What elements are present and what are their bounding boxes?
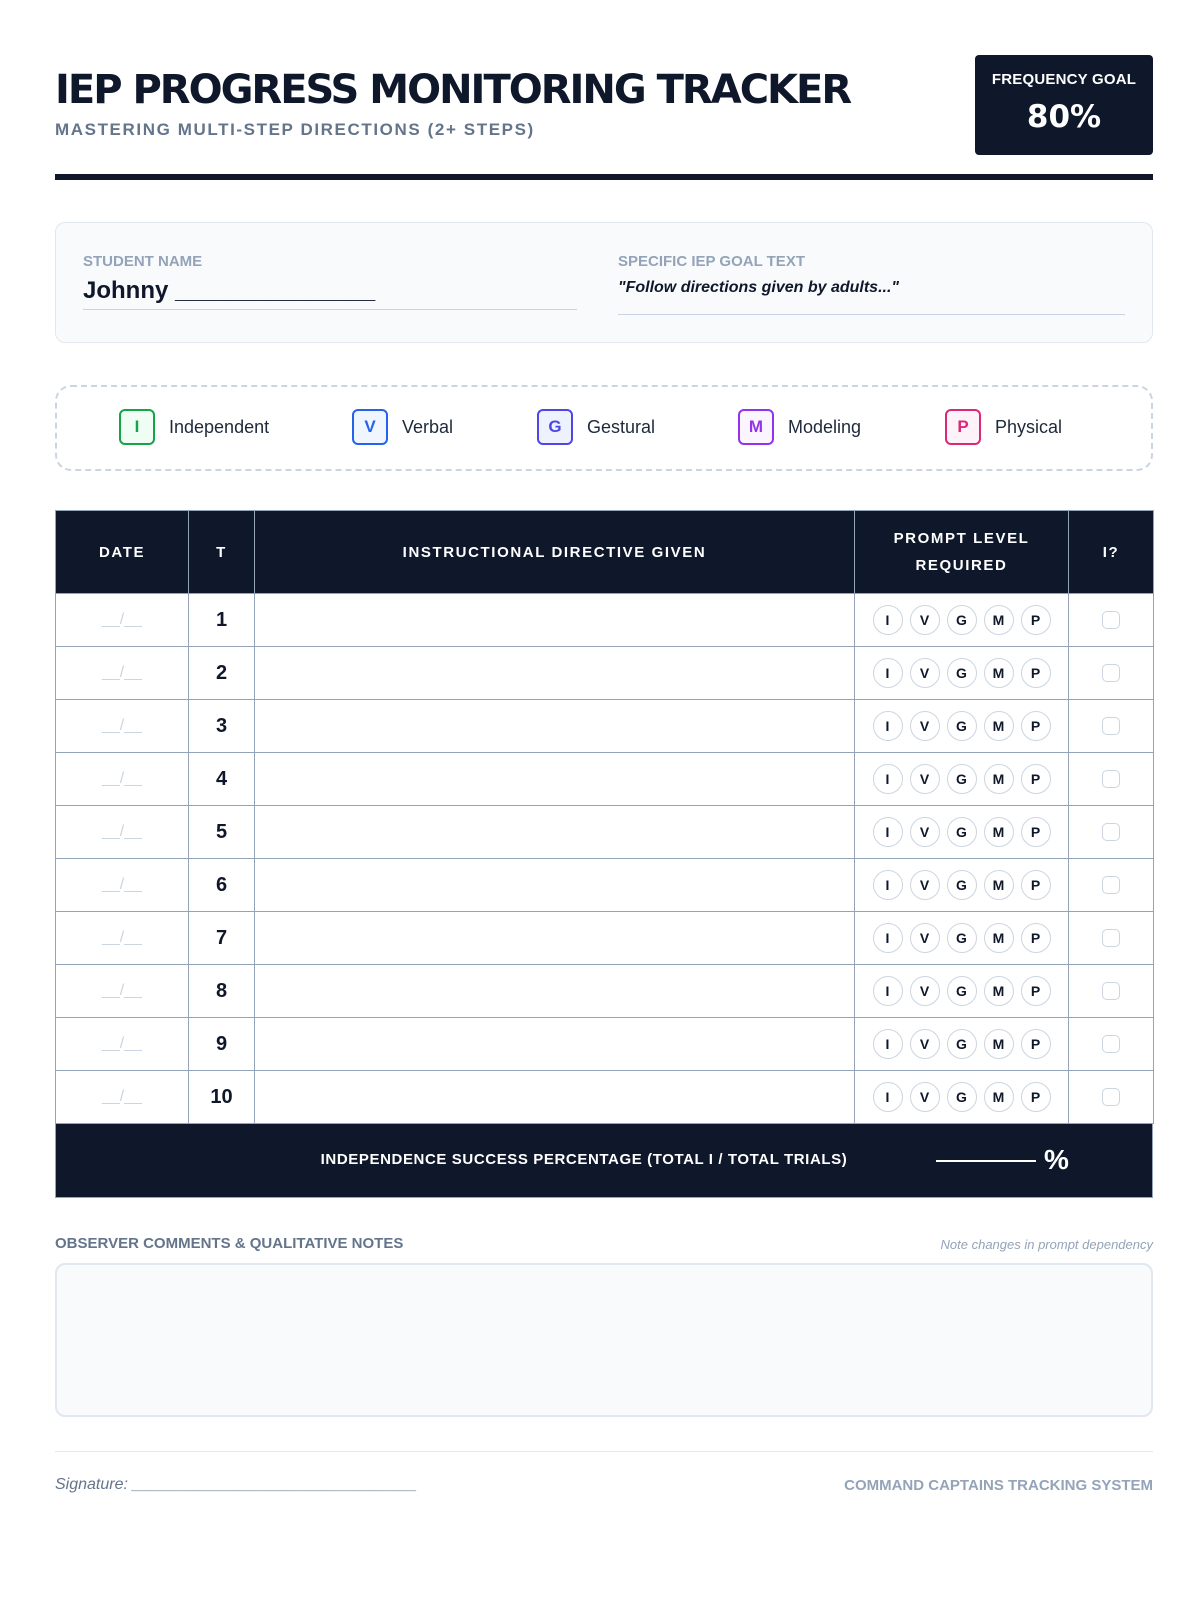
- prompt-option-i[interactable]: I: [873, 923, 903, 953]
- legend-label: Verbal: [402, 416, 454, 437]
- directive-field[interactable]: [255, 859, 855, 912]
- prompt-options: [855, 1082, 1068, 1112]
- page-subtitle: MASTERING MULTI-STEP DIRECTIONS (2+ STEPS): [55, 120, 535, 139]
- comments-label: OBSERVER COMMENTS & QUALITATIVE NOTES: [55, 1235, 404, 1252]
- independent-cell: [1069, 700, 1154, 753]
- directive-field[interactable]: [255, 1071, 855, 1124]
- prompt-option-m[interactable]: M: [984, 605, 1014, 635]
- table-row: [56, 1018, 1154, 1071]
- table-row: [56, 806, 1154, 859]
- prompt-option-m[interactable]: M: [984, 1029, 1014, 1059]
- prompt-level-cell: [855, 965, 1069, 1018]
- legend-label: Gestural: [587, 416, 656, 437]
- prompt-options: [855, 870, 1068, 900]
- directive-field[interactable]: [255, 806, 855, 859]
- prompt-option-v[interactable]: V: [910, 870, 940, 900]
- prompt-option-i[interactable]: I: [873, 817, 903, 847]
- directive-field[interactable]: [255, 1018, 855, 1071]
- independent-cell: [1069, 806, 1154, 859]
- independent-checkbox[interactable]: [1102, 611, 1120, 629]
- trial-number: 4: [189, 753, 255, 806]
- prompt-option-p[interactable]: P: [1021, 976, 1051, 1006]
- prompt-option-v[interactable]: V: [910, 711, 940, 741]
- legend-item-independent: [119, 407, 269, 447]
- prompt-option-p[interactable]: P: [1021, 870, 1051, 900]
- prompt-option-i[interactable]: I: [873, 1082, 903, 1112]
- goal-text-field[interactable]: "Follow directions given by adults...": [618, 279, 899, 296]
- student-name-label: STUDENT NAME: [83, 253, 203, 270]
- independent-checkbox[interactable]: [1102, 876, 1120, 894]
- prompt-option-v[interactable]: V: [910, 817, 940, 847]
- date-field[interactable]: __/__: [56, 965, 189, 1018]
- directive-field[interactable]: [255, 594, 855, 647]
- prompt-level-cell: [855, 859, 1069, 912]
- trial-number: 2: [189, 647, 255, 700]
- page-title: IEP PROGRESS MONITORING TRACKER: [55, 67, 851, 113]
- goal-text-label: SPECIFIC IEP GOAL TEXT: [618, 253, 805, 270]
- trial-number: 10: [189, 1071, 255, 1124]
- independent-checkbox[interactable]: [1102, 929, 1120, 947]
- independent-cell: [1069, 594, 1154, 647]
- prompt-option-m[interactable]: M: [984, 976, 1014, 1006]
- prompt-option-m[interactable]: M: [984, 923, 1014, 953]
- trial-table-wrap: [55, 510, 1153, 1198]
- prompt-legend: [55, 385, 1153, 471]
- prompt-option-p[interactable]: P: [1021, 923, 1051, 953]
- prompt-level-cell: [855, 1071, 1069, 1124]
- independent-cell: [1069, 1071, 1154, 1124]
- prompt-option-p[interactable]: P: [1021, 817, 1051, 847]
- prompt-options: [855, 1029, 1068, 1059]
- prompt-option-v[interactable]: V: [910, 976, 940, 1006]
- trial-number: 3: [189, 700, 255, 753]
- independent-cell: [1069, 859, 1154, 912]
- header-prompt-level: PROMPT LEVEL REQUIRED: [855, 511, 1069, 594]
- prompt-option-g[interactable]: G: [947, 870, 977, 900]
- prompt-level-cell: [855, 647, 1069, 700]
- independence-summary-label: INDEPENDENCE SUCCESS PERCENTAGE (TOTAL I / TOTAL TRIALS): [320, 1151, 848, 1168]
- prompt-level-cell: [855, 700, 1069, 753]
- prompt-options: [855, 817, 1068, 847]
- prompt-option-m[interactable]: M: [984, 764, 1014, 794]
- prompt-option-p[interactable]: P: [1021, 658, 1051, 688]
- legend-label: Physical: [995, 416, 1063, 437]
- prompt-option-p[interactable]: P: [1021, 1082, 1051, 1112]
- table-row: [56, 859, 1154, 912]
- prompt-option-m[interactable]: M: [984, 711, 1014, 741]
- trial-number: 1: [189, 594, 255, 647]
- table-row: [56, 965, 1154, 1018]
- date-field[interactable]: __/__: [56, 859, 189, 912]
- legend-item-verbal: [352, 407, 453, 447]
- prompt-options: [855, 711, 1068, 741]
- independent-cell: [1069, 753, 1154, 806]
- prompt-option-p[interactable]: P: [1021, 605, 1051, 635]
- prompt-option-g[interactable]: G: [947, 605, 977, 635]
- prompt-option-g[interactable]: G: [947, 658, 977, 688]
- directive-field[interactable]: [255, 912, 855, 965]
- trial-table: [55, 510, 1154, 1124]
- comments-textarea[interactable]: [55, 1263, 1153, 1417]
- directive-field[interactable]: [255, 700, 855, 753]
- independent-cell: [1069, 1018, 1154, 1071]
- prompt-option-m[interactable]: M: [984, 658, 1014, 688]
- independent-checkbox[interactable]: [1102, 770, 1120, 788]
- prompt-options: [855, 658, 1068, 688]
- directive-field[interactable]: [255, 647, 855, 700]
- legend-item-physical: [945, 407, 1062, 447]
- prompt-option-i[interactable]: I: [873, 711, 903, 741]
- date-field[interactable]: __/__: [56, 647, 189, 700]
- prompt-level-cell: [855, 912, 1069, 965]
- prompt-option-v[interactable]: V: [910, 764, 940, 794]
- header-trial: T: [189, 511, 255, 594]
- footer-divider: [55, 1451, 1153, 1452]
- prompt-option-v[interactable]: V: [910, 923, 940, 953]
- prompt-options: [855, 764, 1068, 794]
- prompt-option-g[interactable]: G: [947, 764, 977, 794]
- table-row: [56, 700, 1154, 753]
- trial-table-body: [56, 594, 1154, 1124]
- signature-line[interactable]: Signature: ________________________________: [55, 1476, 418, 1493]
- prompt-option-i[interactable]: I: [873, 605, 903, 635]
- prompt-options: [855, 605, 1068, 635]
- independent-checkbox[interactable]: [1102, 717, 1120, 735]
- prompt-option-v[interactable]: V: [910, 605, 940, 635]
- prompt-option-i[interactable]: I: [873, 870, 903, 900]
- student-info-card: [55, 222, 1153, 343]
- frequency-goal-label: FREQUENCY GOAL: [991, 71, 1137, 88]
- trial-number: 6: [189, 859, 255, 912]
- student-name-underline: [83, 309, 577, 310]
- prompt-option-g[interactable]: G: [947, 711, 977, 741]
- independent-checkbox[interactable]: [1102, 823, 1120, 841]
- date-field[interactable]: __/__: [56, 594, 189, 647]
- independent-checkbox[interactable]: [1102, 1088, 1120, 1106]
- trial-number: 5: [189, 806, 255, 859]
- legend-chip: P: [945, 409, 981, 445]
- frequency-goal-box: [975, 55, 1153, 155]
- prompt-option-p[interactable]: P: [1021, 711, 1051, 741]
- header-directive: INSTRUCTIONAL DIRECTIVE GIVEN: [255, 511, 855, 594]
- date-field[interactable]: __/__: [56, 806, 189, 859]
- prompt-option-m[interactable]: M: [984, 817, 1014, 847]
- legend-chip: G: [537, 409, 573, 445]
- frequency-goal-value: 80%: [1026, 99, 1102, 135]
- prompt-option-i[interactable]: I: [873, 658, 903, 688]
- percent-sign: %: [1044, 1144, 1069, 1175]
- legend-chip: V: [352, 409, 388, 445]
- date-field[interactable]: __/__: [56, 1018, 189, 1071]
- prompt-option-p[interactable]: P: [1021, 1029, 1051, 1059]
- prompt-level-cell: [855, 594, 1069, 647]
- prompt-option-m[interactable]: M: [984, 1082, 1014, 1112]
- prompt-option-i[interactable]: I: [873, 976, 903, 1006]
- prompt-option-g[interactable]: G: [947, 1082, 977, 1112]
- trial-number: 8: [189, 965, 255, 1018]
- header-divider: [55, 174, 1153, 180]
- legend-item-modeling: [738, 407, 861, 447]
- trial-number: 9: [189, 1018, 255, 1071]
- brand-footer: COMMAND CAPTAINS TRACKING SYSTEM: [844, 1477, 1153, 1494]
- date-field[interactable]: __/__: [56, 912, 189, 965]
- independent-checkbox[interactable]: [1102, 664, 1120, 682]
- legend-chip: I: [119, 409, 155, 445]
- prompt-option-g[interactable]: G: [947, 1029, 977, 1059]
- prompt-option-v[interactable]: V: [910, 1029, 940, 1059]
- prompt-option-g[interactable]: G: [947, 923, 977, 953]
- student-name-field[interactable]: Johnny _______________: [83, 277, 376, 304]
- independent-cell: [1069, 912, 1154, 965]
- prompt-option-g[interactable]: G: [947, 976, 977, 1006]
- prompt-option-i[interactable]: I: [873, 1029, 903, 1059]
- prompt-option-v[interactable]: V: [910, 658, 940, 688]
- legend-item-gestural: [537, 407, 655, 447]
- table-row: [56, 647, 1154, 700]
- comments-hint: Note changes in prompt dependency: [940, 1237, 1153, 1252]
- table-row: [56, 1071, 1154, 1124]
- goal-text-underline: [618, 314, 1125, 315]
- independence-summary-bar: [55, 1124, 1153, 1198]
- directive-field[interactable]: [255, 965, 855, 1018]
- table-row: [56, 594, 1154, 647]
- directive-field[interactable]: [255, 753, 855, 806]
- date-field[interactable]: __/__: [56, 700, 189, 753]
- header-date: DATE: [56, 511, 189, 594]
- prompt-options: [855, 976, 1068, 1006]
- table-row: [56, 912, 1154, 965]
- prompt-option-g[interactable]: G: [947, 817, 977, 847]
- legend-chip: M: [738, 409, 774, 445]
- table-row: [56, 753, 1154, 806]
- date-field[interactable]: __/__: [56, 753, 189, 806]
- prompt-level-cell: [855, 1018, 1069, 1071]
- legend-label: Modeling: [788, 416, 862, 437]
- prompt-option-p[interactable]: P: [1021, 764, 1051, 794]
- independent-cell: [1069, 965, 1154, 1018]
- independent-cell: [1069, 647, 1154, 700]
- header: [55, 55, 1153, 179]
- legend-label: Independent: [169, 416, 270, 437]
- percentage-blank[interactable]: [936, 1160, 1036, 1162]
- table-header-row: [56, 511, 1154, 594]
- prompt-option-v[interactable]: V: [910, 1082, 940, 1112]
- prompt-option-i[interactable]: I: [873, 764, 903, 794]
- prompt-option-m[interactable]: M: [984, 870, 1014, 900]
- prompt-level-cell: [855, 753, 1069, 806]
- trial-number: 7: [189, 912, 255, 965]
- independent-checkbox[interactable]: [1102, 982, 1120, 1000]
- date-field[interactable]: __/__: [56, 1071, 189, 1124]
- header-independent: I?: [1069, 511, 1154, 594]
- independent-checkbox[interactable]: [1102, 1035, 1120, 1053]
- prompt-options: [855, 923, 1068, 953]
- prompt-level-cell: [855, 806, 1069, 859]
